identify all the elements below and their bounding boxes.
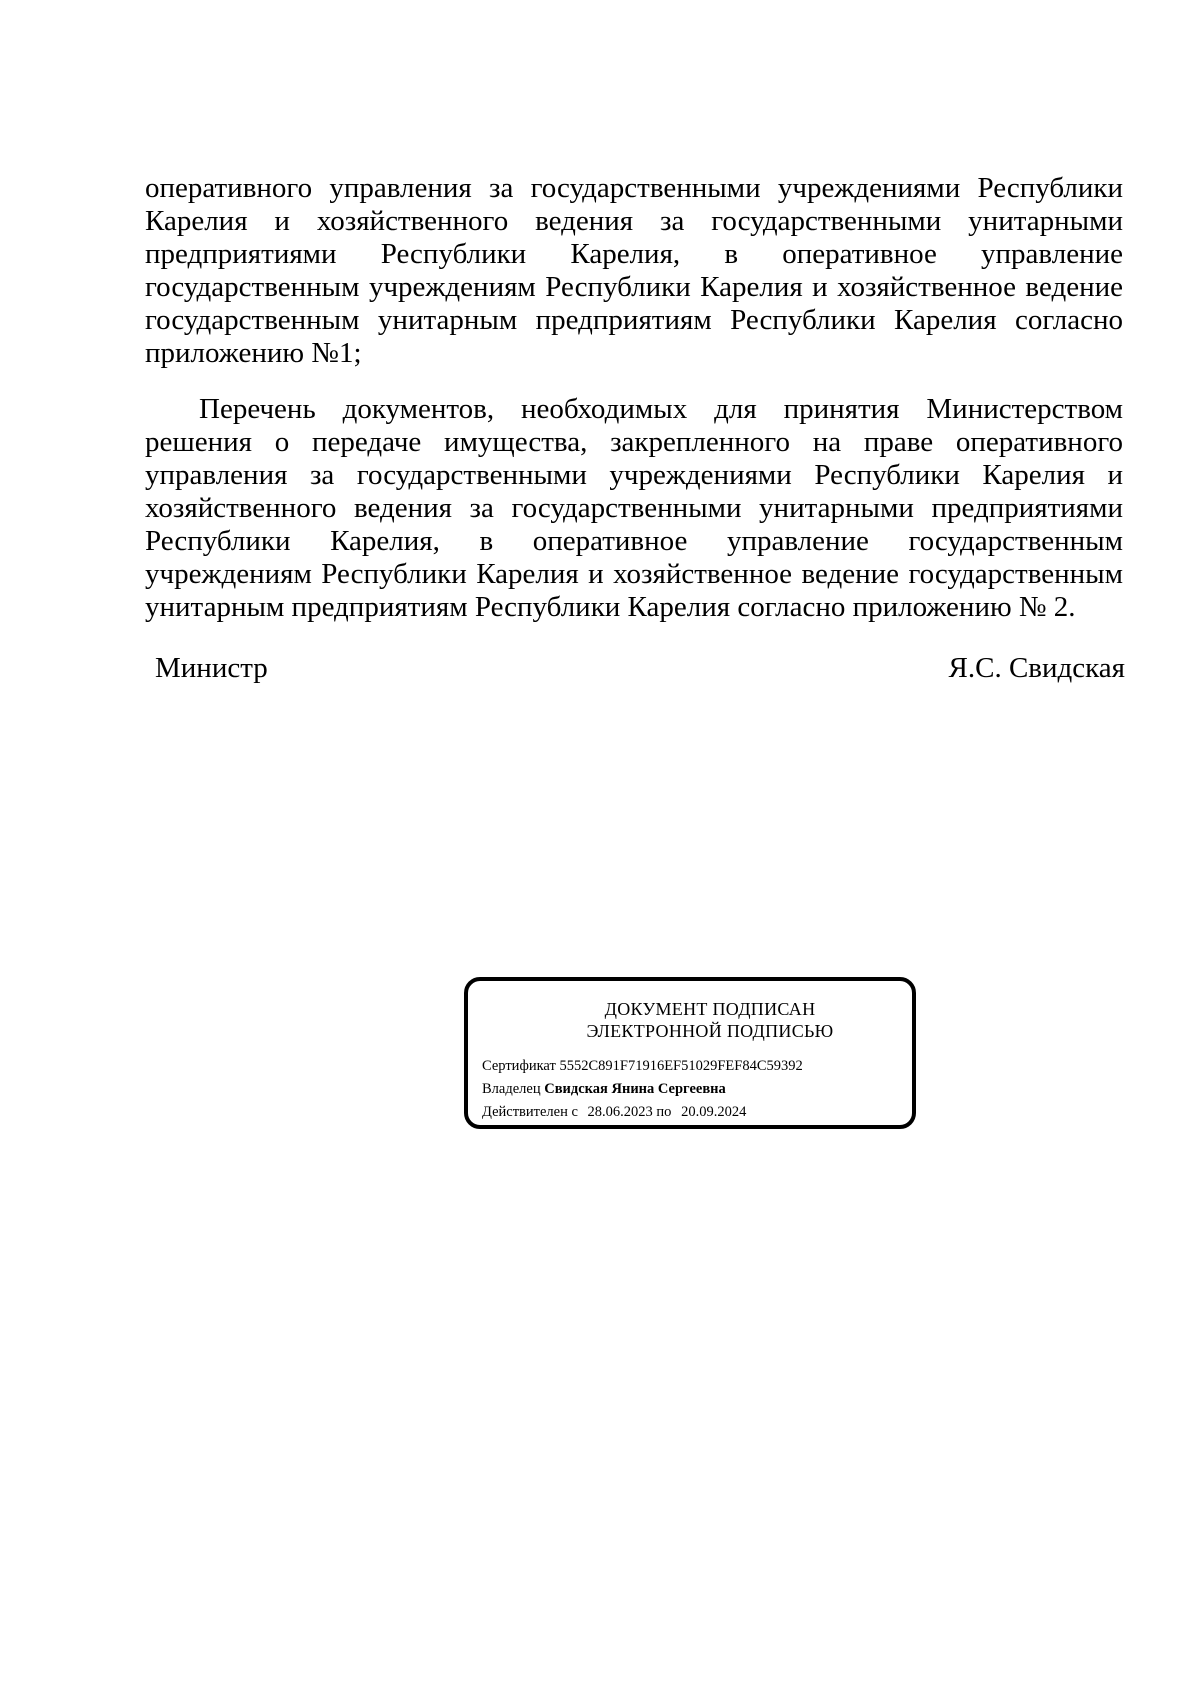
stamp-details (482, 1055, 803, 1124)
stamp-heading-line-2: ЭЛЕКТРОННОЙ ПОДПИСЬЮ (586, 1021, 834, 1041)
body-paragraph-2: Перечень документов, необходимых для принятия Министерством решения о передаче имущества, закрепленного на праве оперативного управления за государственными учреждениями Республики Карелия и хозяйственного ведения за государственными унитарными предприятиями Республики Карелия, в оперативное управление государственным учреждениям Республики Карелия и хозяйственное ведение государственным унитарным предприятиям Республики Карелия согласно приложению № 2. (145, 393, 1123, 623)
stamp-certificate-row (482, 1055, 803, 1078)
stamp-validity-row (482, 1101, 803, 1124)
valid-from-date: 28.06.2023 (587, 1104, 653, 1120)
certificate-value: 5552C891F71916EF51029FEF84C59392 (559, 1058, 803, 1074)
electronic-signature-stamp (464, 977, 916, 1129)
stamp-heading-line-1: ДОКУМЕНТ ПОДПИСАН (604, 999, 816, 1019)
valid-to-date: 20.09.2024 (681, 1104, 747, 1120)
owner-value: Свидская Янина Сергеевна (544, 1081, 726, 1097)
signatory-title: Министр (155, 652, 268, 684)
valid-to-label: по (656, 1104, 672, 1120)
valid-from-label: с (571, 1104, 578, 1120)
owner-label: Владелец (482, 1081, 541, 1097)
valid-label: Действителен (482, 1104, 568, 1120)
stamp-owner-row (482, 1078, 803, 1101)
stamp-heading (468, 998, 912, 1042)
body-paragraph-1: оперативного управления за государственными учреждениями Республики Карелия и хозяйственного ведения за государственными унитарными предприятиями Республики Карелия, в оперативное управление государственным учреждениям Республики Карелия и хозяйственное ведение государственным унитарным предприятиям Республики Карелия согласно приложению №1; (145, 172, 1123, 369)
signatory-name: Я.С. Свидская (948, 652, 1125, 684)
certificate-label: Сертификат (482, 1058, 556, 1074)
